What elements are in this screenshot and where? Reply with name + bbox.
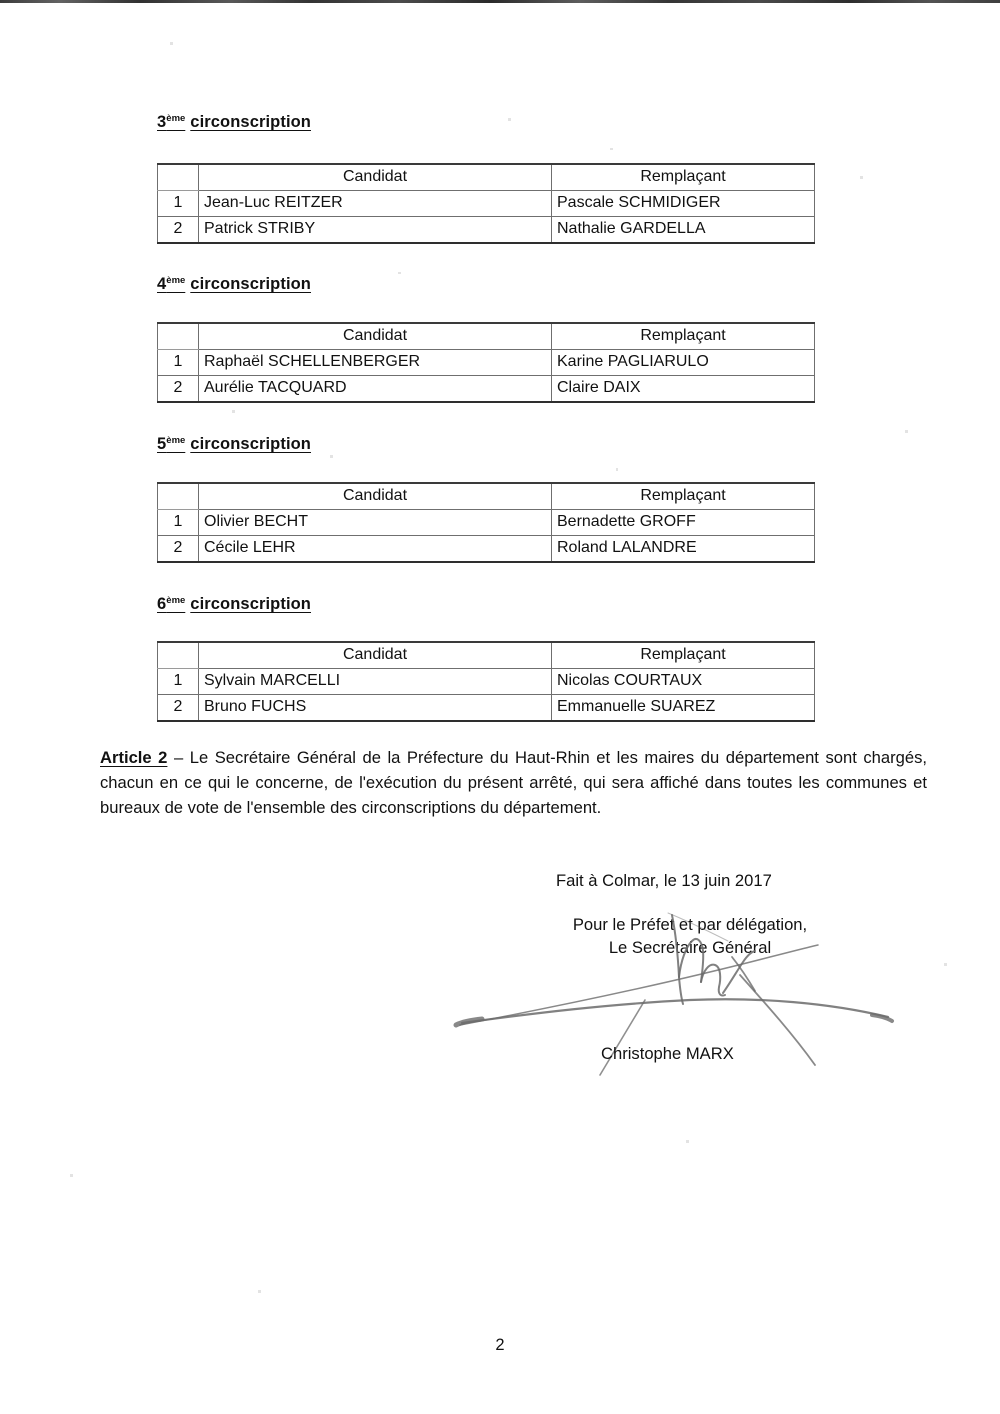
substitute-name: Pascale SCHMIDIGER — [552, 191, 815, 217]
scan-speck — [610, 148, 613, 150]
row-number: 2 — [158, 536, 199, 563]
table-row — [158, 350, 815, 376]
candidate-name: Olivier BECHT — [199, 510, 552, 536]
column-header-candidate: Candidat — [199, 323, 552, 350]
delegation-block — [520, 913, 860, 959]
section-ordinal: 5 — [157, 435, 167, 453]
section-heading-4 — [157, 275, 311, 294]
table-body — [158, 669, 815, 722]
table-body — [158, 191, 815, 244]
table-row — [158, 376, 815, 403]
scan-speck — [258, 1290, 261, 1293]
column-header-candidate: Candidat — [199, 483, 552, 510]
scan-speck — [944, 963, 947, 966]
candidate-name: Cécile LEHR — [199, 536, 552, 563]
table-body — [158, 350, 815, 403]
section-heading-6 — [157, 595, 311, 614]
candidates-table-3 — [157, 163, 815, 244]
table-header-row — [158, 483, 815, 510]
row-number: 1 — [158, 191, 199, 217]
row-number: 1 — [158, 510, 199, 536]
section-heading-5 — [157, 435, 311, 454]
scan-speck — [616, 468, 618, 471]
delegation-line-1: Pour le Préfet et par délégation, — [572, 915, 808, 934]
section-ordinal: 3 — [157, 113, 167, 131]
column-header-number — [158, 164, 199, 191]
signatory-name: Christophe MARX — [601, 1044, 734, 1063]
candidate-name: Bruno FUCHS — [199, 695, 552, 722]
section-ordinal-suffix: ème — [166, 275, 186, 286]
row-number: 1 — [158, 350, 199, 376]
table-body — [158, 510, 815, 563]
column-header-number — [158, 323, 199, 350]
candidate-name: Patrick STRIBY — [199, 217, 552, 244]
table-row — [158, 536, 815, 563]
section-ordinal-suffix: ème — [166, 435, 186, 446]
delegation-line-2: Le Secrétaire Général — [608, 938, 772, 957]
scan-speck — [70, 1174, 73, 1177]
column-header-substitute: Remplaçant — [552, 642, 815, 669]
substitute-name: Bernadette GROFF — [552, 510, 815, 536]
scan-speck — [232, 410, 235, 413]
table-header-row — [158, 323, 815, 350]
scan-speck — [508, 118, 511, 121]
candidates-table-4 — [157, 322, 815, 403]
table-header — [158, 642, 815, 669]
column-header-substitute: Remplaçant — [552, 323, 815, 350]
place-and-date: Fait à Colmar, le 13 juin 2017 — [556, 871, 772, 890]
candidate-name: Aurélie TACQUARD — [199, 376, 552, 403]
section-ordinal: 6 — [157, 595, 167, 613]
scan-speck — [330, 455, 333, 458]
scan-speck — [860, 176, 863, 179]
section-ordinal-suffix: ème — [166, 595, 186, 606]
table-row — [158, 217, 815, 244]
candidate-name: Raphaël SCHELLENBERGER — [199, 350, 552, 376]
row-number: 2 — [158, 695, 199, 722]
section-heading-word: circonscription — [190, 113, 311, 131]
column-header-number — [158, 642, 199, 669]
column-header-candidate: Candidat — [199, 642, 552, 669]
scan-speck — [905, 430, 908, 433]
table-row — [158, 510, 815, 536]
scan-speck — [686, 1140, 689, 1143]
section-ordinal: 4 — [157, 275, 167, 293]
table-row — [158, 695, 815, 722]
table-row — [158, 191, 815, 217]
table-header-row — [158, 164, 815, 191]
scan-speck — [398, 272, 401, 274]
column-header-number — [158, 483, 199, 510]
article-label: Article 2 — [100, 748, 168, 767]
section-heading-word: circonscription — [190, 275, 311, 293]
section-heading-3 — [157, 113, 311, 132]
column-header-substitute: Remplaçant — [552, 483, 815, 510]
candidate-name: Jean-Luc REITZER — [199, 191, 552, 217]
table-header-row — [158, 642, 815, 669]
table-header — [158, 323, 815, 350]
candidates-table-6 — [157, 641, 815, 722]
row-number: 2 — [158, 217, 199, 244]
substitute-name: Emmanuelle SUAREZ — [552, 695, 815, 722]
article-2-paragraph — [100, 745, 927, 820]
section-heading-word: circonscription — [190, 435, 311, 453]
substitute-name: Claire DAIX — [552, 376, 815, 403]
section-ordinal-suffix: ème — [166, 113, 186, 124]
table-row — [158, 669, 815, 695]
table-header — [158, 483, 815, 510]
row-number: 1 — [158, 669, 199, 695]
candidate-name: Sylvain MARCELLI — [199, 669, 552, 695]
column-header-substitute: Remplaçant — [552, 164, 815, 191]
section-heading-word: circonscription — [190, 595, 311, 613]
page-number: 2 — [495, 1336, 505, 1354]
candidates-table-5 — [157, 482, 815, 563]
substitute-name: Nicolas COURTAUX — [552, 669, 815, 695]
column-header-candidate: Candidat — [199, 164, 552, 191]
substitute-name: Roland LALANDRE — [552, 536, 815, 563]
article-body-text: – Le Secrétaire Général de la Préfecture du Haut-Rhin et les maires du département sont chargés, chacun en ce qui le concerne, de l'exécution du présent arrêté, qui sera affiché dans toutes les communes et bureaux de vote de l'ensemble des circonscriptions du département. — [100, 748, 927, 817]
table-header — [158, 164, 815, 191]
row-number: 2 — [158, 376, 199, 403]
scan-edge-artifact — [0, 0, 1000, 3]
substitute-name: Karine PAGLIARULO — [552, 350, 815, 376]
substitute-name: Nathalie GARDELLA — [552, 217, 815, 244]
scan-speck — [170, 42, 173, 45]
